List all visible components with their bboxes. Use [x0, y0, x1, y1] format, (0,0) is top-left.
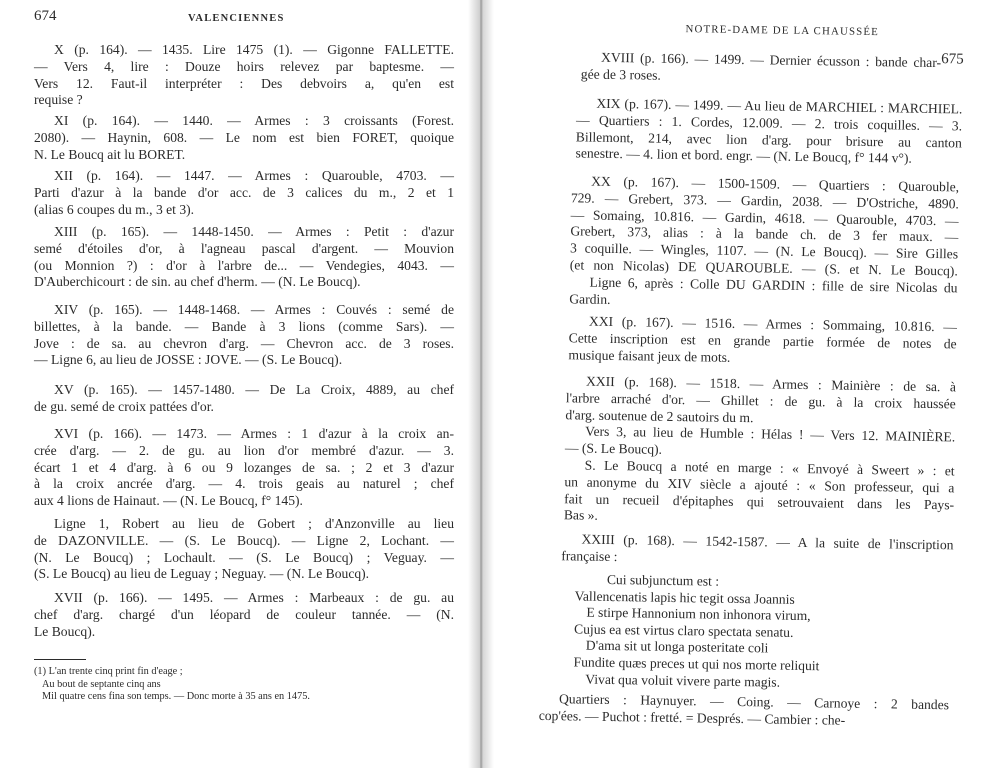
entry-xii: XII (p. 164). — 1447. — Armes : Quarouble, 4703. — Parti d'azur à la bande d'or acc. de 3 calices du m., 2 et 1 (alias 6 coupes du m., 3 et 3).: [34, 168, 454, 217]
entry-xi: XI (p. 164). — 1440. — Armes : 3 croissants (Forest. 2080). — Haynin, 608. — Le nom est bien FORET, quoique N. Le Boucq ait lu BORET.: [34, 113, 454, 162]
left-running-head: VALENCIENNES: [188, 13, 285, 24]
entry-xv: XV (p. 165). — 1457-1480. — De La Croix, 4889, au chef de gu. semé de croix pattées d'or.: [34, 382, 454, 414]
entry-xxii: XXII (p. 168). — 1518. — Armes : Mainière : de sa. à l'arbre arraché d'or. — Ghillet : de gu. à la croix haussée d'arg. soutenue de 2 sautoirs du m. Vers 3, au lieu de Humble : Hélas ! — Vers 12. MAINIÈRE. — (S. Le Boucq). S. Le Boucq a noté en marge : « Envoyé à Sweert » : et un anonyme du XIV siècle a ajouté : « Son professeur, qui a fait un recueil d'épitaphes qui setrouvaient dans les Pays- Bas ».: [563, 373, 957, 524]
entry-xvi: XVI (p. 166). — 1473. — Armes : 1 d'azur à la croix an- crée d'arg. — 2. de gu. au lion d'or membré d'azur. — 3. écart 1 et 4 d'arg. à 6 ou 9 lozanges de sa. ; 2 et 3 d'azur à la croix ancrée d'arg. — 4. trois geais au naturel ; chef aux 4 lions de Hainaut. — (N. Le Boucq, f° 145).: [34, 426, 454, 509]
latin-epitaph: Cui subjunctum est : Vallencenatis lapis hic tegit ossa Joannis E stirpe Hannonium non inhonora virum, Cujus ea est virtus claro spectata senatu. D'ama sit ut longa posteritate coli Fundite quæs preces ut qui nos morte reliquit Vivat qua voluit vivere parte magis.: [573, 571, 820, 690]
entry-xiii: XIII (p. 165). — 1448-1450. — Armes : Petit : d'azur semé d'étoiles d'or, à l'agneau pascal d'argent. — Mouvion (ou Monnion ?) : d'or à l'arbre de... — Vendegies, 4043. — D'Auberchicourt : de sin. au chef d'herm. — (N. Le Boucq).: [34, 224, 454, 290]
entry-xix: XIX (p. 167). — 1499. — Au lieu de MARCHIEL : MARCHIEL. — Quartiers : 1. Cordes, 12.009. — 2. trois coquilles. — 3. Billemont, 214, avec lion d'arg. pour brisure au canton senestre. — 4. lion et bord. engr. — (N. Le Boucq, f° 144 v°).: [575, 95, 963, 167]
left-page-number: 674: [34, 8, 57, 24]
entry-xxi: XXI (p. 167). — 1516. — Armes : Sommaing, 10.816. — Cette inscription est en grande partie formée de notes de musique faisant jeux de mots.: [568, 313, 958, 365]
right-running-head: NOTRE-DAME DE LA CHAUSSÉE: [685, 23, 880, 39]
entry-x: X (p. 164). — 1435. Lire 1475 (1). — Gigonne FALLETTE. — Vers 4, lire : Douze hoirs relevez par baptesme. — Vers 12. Faut-il interpréter : Des debvoirs a, qu'en est requise ?: [34, 42, 454, 108]
entry-xviii: XVIII (p. 166). — 1499. — Dernier écusson : bande char- gée de 3 roses.: [580, 49, 942, 83]
entry-xvi-notes: Ligne 1, Robert au lieu de Gobert ; d'Anzonville au lieu de DAZONVILLE. — (S. Le Boucq). — Ligne 2, Lochant. — (N. Le Boucq) ; Lochault. — (S. Le Boucq) ; Veguay. — (S. Le Boucq) au lieu de Leguay ; Neguay. — (N. Le Boucq).: [34, 516, 454, 582]
entry-xxiii: XXIII (p. 168). — 1542-1587. — A la suite de l'inscription française :: [561, 531, 954, 564]
footnote-rule: [34, 659, 86, 660]
quartiers-note: Quartiers : Haynuyer. — Coing. — Carnoye : 2 bandes cop'ées. — Puchot : fretté. = Després. — Cambier : che-: [538, 691, 950, 728]
footnote: (1) L'an trente cinq print fin d'eage ; Au bout de septante cinq ans Mil quatre cens fina son temps. — Donc morte à 35 ans en 1475.: [34, 666, 310, 703]
entry-xvii: XVII (p. 166). — 1495. — Armes : Marbeaux : de gu. au chef d'arg. chargé d'un léopard de couleur tannée. — (N. Le Boucq).: [34, 590, 454, 639]
entry-xiv: XIV (p. 165). — 1448-1468. — Armes : Couvés : semé de billettes, à la bande. — Bande à 3 lions (comme Sars). — Jove : de sa. au chevron d'arg. — Chevron acc. de 3 roses. — Ligne 6, au lieu de JOSSE : JOVE. — (S. Le Boucq).: [34, 302, 454, 368]
left-page: [0, 0, 470, 768]
right-page: [488, 0, 996, 768]
entry-xx: XX (p. 167). — 1500-1509. — Quartiers : Quarouble, 729. — Grebert, 373. — Gardin, 2038. — D'Ostriche, 4890. — Somaing, 10.816. — Gardin, 4618. — Quarouble, 4703. — Grebert, 373, alias : à la bande ch. de 3 fer maux. — 3 coquille. — Wingles, 1107. — (N. Le Boucq). — Sire Gilles (et non Nicolas) DE QUAROUBLE. — (S. et N. Le Boucq). Ligne 6, après : Colle DU GARDIN : fille de sire Nicolas du Gardin.: [569, 173, 960, 307]
right-page-number: 675: [941, 51, 964, 68]
